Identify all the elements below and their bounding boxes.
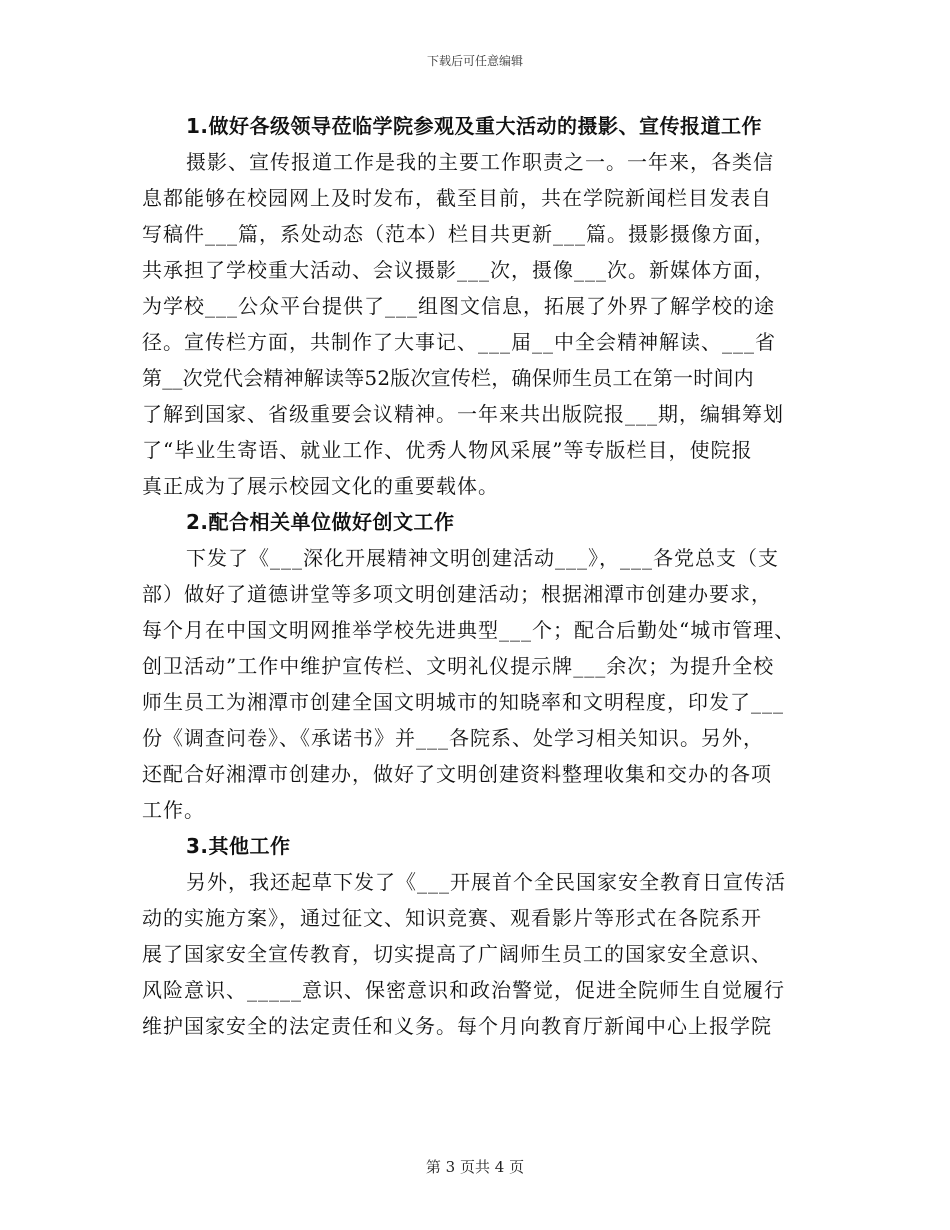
section-heading: 2.配合相关单位做好创文工作 — [186, 510, 455, 534]
paragraph-line: 第__次党代会精神解读等52版次宣传栏，确保师生员工在第一时间内 — [142, 366, 754, 390]
paragraph-line: 动的实施方案》，通过征文、知识竞赛、观看影片等形式在各院系开 — [142, 906, 762, 930]
section-heading: 3.其他工作 — [186, 834, 291, 858]
paragraph-line: 另外，我还起草下发了《___开展首个全民国家安全教育日宣传活 — [186, 870, 786, 894]
paragraph-line: 份《调查问卷》、《承诺书》并___各院系、处学习相关知识。另外， — [142, 726, 764, 750]
paragraph-line: 真正成为了展示校园文化的重要载体。 — [142, 474, 499, 498]
paragraph-line: 摄影、宣传报道工作是我的主要工作职责之一。一年来，各类信 — [186, 150, 774, 174]
page-footer: 第 3 页共 4 页 — [425, 1158, 525, 1176]
paragraph-line: 工作。 — [142, 798, 205, 822]
paragraph-line: 了解到国家、省级重要会议精神。一年来共出版院报___期，编辑筹划 — [142, 402, 784, 426]
paragraph-line: 为学校___公众平台提供了___组图文信息，拓展了外界了解学校的途 — [142, 294, 775, 318]
paragraph-line: 径。宣传栏方面，共制作了大事记、___届__中全会精神解读、___省 — [142, 330, 776, 354]
paragraph-line: 师生员工为湘潭市创建全国文明城市的知晓率和文明程度，印发了___ — [142, 690, 784, 714]
paragraph-line: 每个月在中国文明网推举学校先进典型___个；配合后勤处“城市管理、 — [142, 618, 796, 642]
paragraph-line: 息都能够在校园网上及时发布，截至目前，共在学院新闻栏目发表自 — [142, 186, 772, 210]
paragraph-line: 下发了《___深化开展精神文明创建活动___》，___各党总支（支 — [186, 546, 779, 570]
paragraph-line: 还配合好湘潭市创建办，做好了文明创建资料整理收集和交办的各项 — [142, 762, 772, 786]
paragraph-line: 风险意识、_____意识、保密意识和政治警觉，促进全院师生自觉履行 — [142, 978, 785, 1002]
paragraph-line: 写稿件___篇，系处动态（范本）栏目共更新___篇。摄影摄像方面， — [142, 222, 775, 246]
paragraph-line: 创卫活动”工作中维护宣传栏、文明礼仪提示牌___余次；为提升全校 — [142, 654, 775, 678]
section-heading: 1.做好各级领导莅临学院参观及重大活动的摄影、宣传报道工作 — [186, 114, 763, 138]
paragraph-line: 部）做好了道德讲堂等多项文明创建活动；根据湘潭市创建办要求， — [142, 582, 772, 606]
paragraph-line: 共承担了学校重大活动、会议摄影___次，摄像___次。新媒体方面， — [142, 258, 775, 282]
paragraph-line: 了“毕业生寄语、就业工作、优秀人物风采展”等专版栏目，使院报 — [142, 438, 753, 462]
document-body — [142, 108, 828, 1044]
page-header: 下载后可任意编辑 — [426, 54, 523, 68]
paragraph-line: 维护国家安全的法定责任和义务。每个月向教育厅新闻中心上报学院 — [142, 1014, 772, 1038]
paragraph-line: 展了国家安全宣传教育，切实提高了广阔师生员工的国家安全意识、 — [142, 942, 772, 966]
